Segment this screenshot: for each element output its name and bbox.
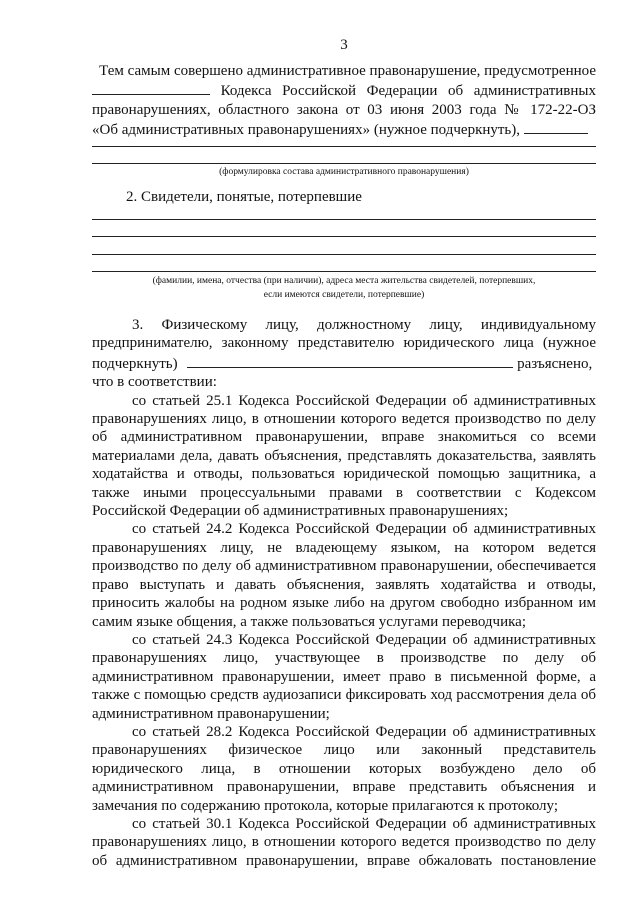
witness-line-4[interactable] xyxy=(92,271,596,272)
caption-witnesses-1: (фамилии, имена, отчества (при наличии), адреса места жительства свидетелей, потерпевших, xyxy=(152,276,536,286)
offense-line-2[interactable] xyxy=(92,163,596,164)
article-30-1: со статьей 30.1 Кодекса Российской Федерации об административных правонарушениях лицо, в отношении которого ведется производство по делу об административном правонарушении, вправе обжаловать постановление xyxy=(92,815,596,869)
intro-line-4 xyxy=(92,119,596,139)
intro-line-2-text: Кодекса Российской Федерации об административных xyxy=(220,83,596,100)
section-2-title: 2. Свидетели, понятые, потерпевшие xyxy=(126,189,362,205)
offense-intro xyxy=(92,62,596,140)
article-24-2: со статьей 24.2 Кодекса Российской Федерации об административных правонарушениях лицу, не владеющему языком, на котором ведется производство по делу об административном правонарушении, обеспечивается право выступать и давать объяснения, заявлять ходатайства и отводы, приносить жалобы на родном языке либо на другом свободно избранном им самим языке общения, а также пользоваться услугами переводчика; xyxy=(92,521,596,630)
section-3-line-3-end: разъяснено, xyxy=(517,355,593,372)
blank-person-name[interactable] xyxy=(187,353,513,368)
blank-offense-start[interactable] xyxy=(524,119,588,134)
article-24-3: со статьей 24.3 Кодекса Российской Федерации об административных правонарушениях лицо, участвующее в производстве по делу об административном правонарушении, имеет право в письменной форме, а также с помощью средств аудиозаписи фиксировать ход рассмотрения дела об административном правонарушении; xyxy=(92,631,596,722)
witness-line-2[interactable] xyxy=(92,236,596,237)
section-3 xyxy=(92,316,596,870)
article-28-2: со статьей 28.2 Кодекса Российской Федерации об административных правонарушениях физическое лицо или законный представитель юридического лица, в отношении которых возбуждено дело об административном правонарушении, вправе представить объяснения и замечания по содержанию протокола, которые прилагаются к протоколу; xyxy=(92,723,596,814)
witness-line-3[interactable] xyxy=(92,254,596,255)
article-25-1: со статьей 25.1 Кодекса Российской Федерации об административных правонарушениях лицо, в отношении которого ведется производство по делу об административном правонарушении, вправе знакомиться со всеми материалами дела, давать объяснения, представлять доказательства, заявлять ходатайства и отводы, пользоваться юридической помощью защитника, а также иными процессуальными правами в соответствии с Кодексом Российской Федерации об административных правонарушениях; xyxy=(92,392,596,520)
section-3-line-4: что в соответствии: xyxy=(92,374,217,391)
intro-line-4-text: «Об административных правонарушениях» (нужное подчеркнуть), xyxy=(92,122,521,139)
caption-witnesses-2: если имеются свидетели, потерпевшие) xyxy=(263,290,425,300)
section-3-line-3 xyxy=(92,353,596,373)
intro-line-2 xyxy=(92,80,596,100)
page-number: 3 xyxy=(340,37,348,53)
section-3-line-2: предпринимателю, законному представителю юридического лица (нужное xyxy=(92,335,596,352)
intro-line-3: правонарушениях, областного закона от 03 июня 2003 года № 172-22-ОЗ xyxy=(92,101,596,118)
section-3-line-1: 3. Физическому лицу, должностному лицу, индивидуальному xyxy=(132,317,596,333)
intro-line-1: Тем самым совершено административное правонарушение, предусмотренное xyxy=(99,63,596,79)
section-3-line-3-start: подчеркнуть) xyxy=(92,355,178,372)
blank-code-article[interactable] xyxy=(92,80,210,95)
witness-line-1[interactable] xyxy=(92,219,596,220)
caption-offense: (формулировка состава административного правонарушения) xyxy=(219,167,469,177)
offense-line-1[interactable] xyxy=(92,146,596,147)
